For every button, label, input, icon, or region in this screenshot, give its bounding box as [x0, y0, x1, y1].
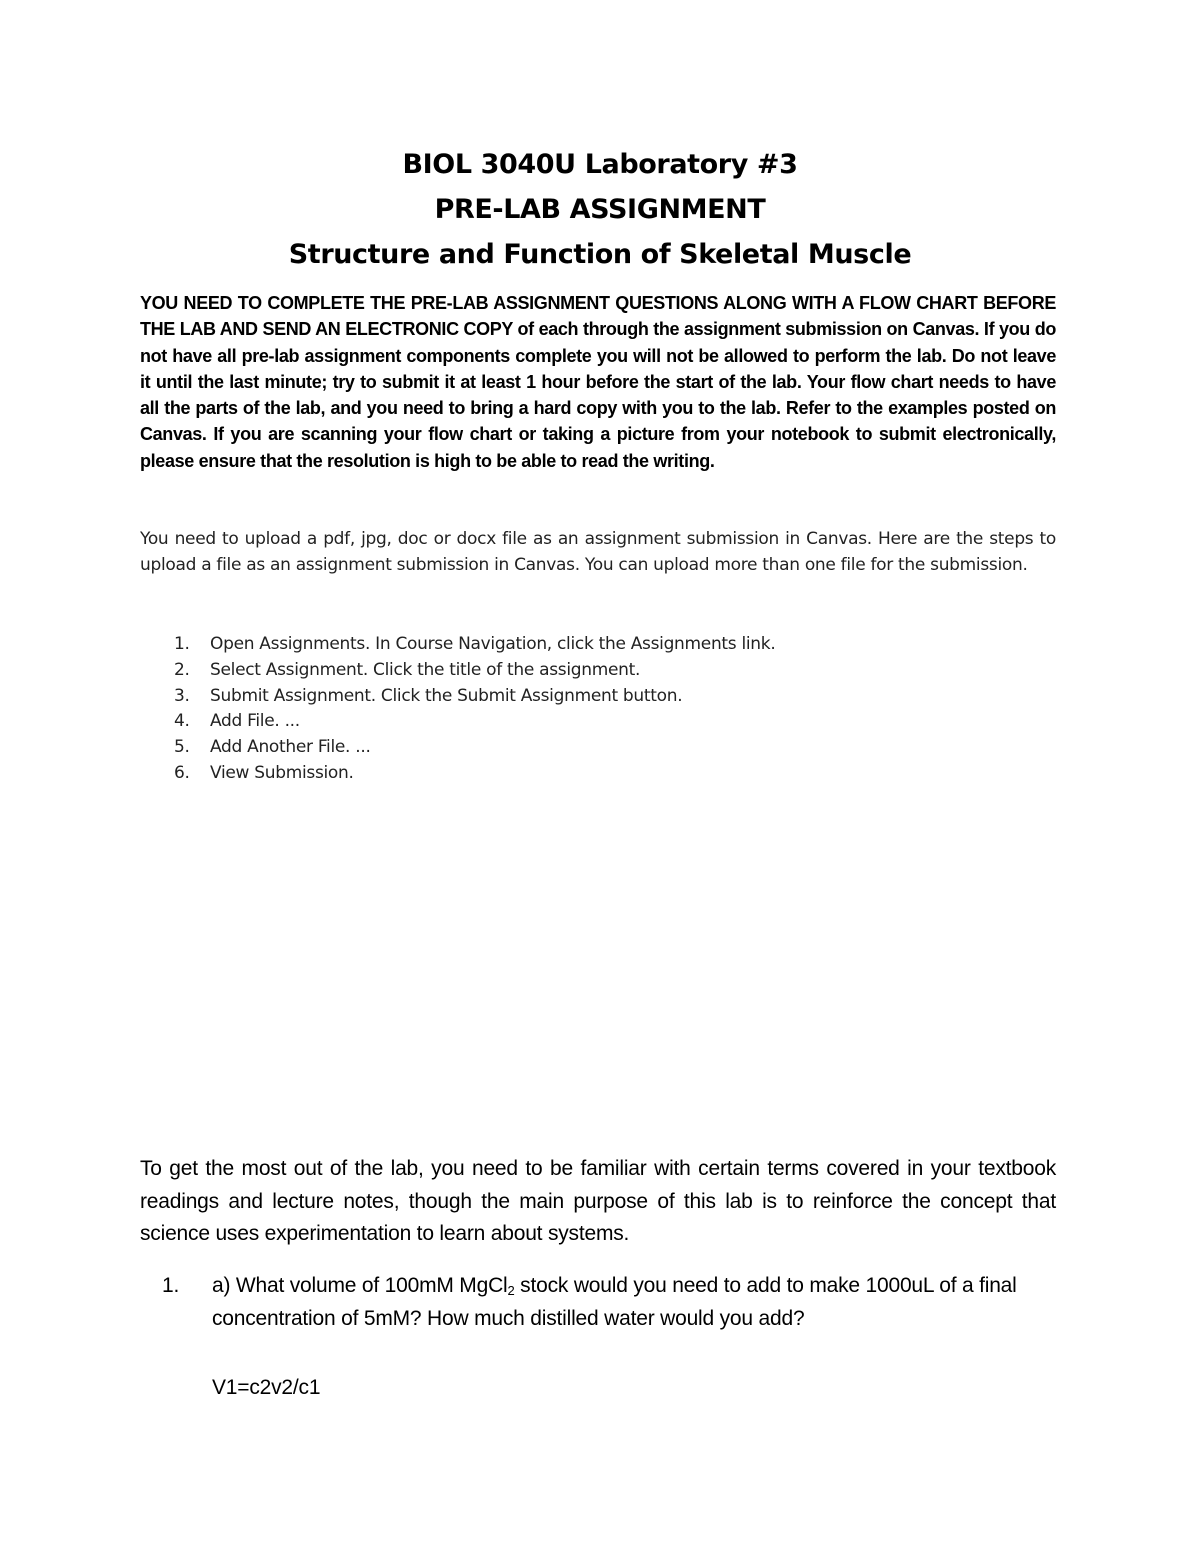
assignment-type: PRE-LAB ASSIGNMENT — [434, 194, 766, 225]
title-block — [140, 142, 1060, 277]
question-text-start: a) What volume of 100mM MgCl — [212, 1274, 508, 1297]
upload-steps-list — [140, 632, 1040, 787]
list-item — [140, 684, 1040, 710]
step-number: 4. — [174, 711, 190, 732]
subscript: 2 — [507, 1283, 515, 1298]
course-title: BIOL 3040U Laboratory #3 — [402, 149, 798, 180]
step-number: 5. — [174, 737, 190, 758]
dilution-formula: V1=c2v2/c1 — [212, 1376, 321, 1399]
page-subtitle: Structure and Function of Skeletal Muscle — [288, 239, 912, 270]
list-item — [140, 632, 1040, 658]
step-text: Add File. ... — [210, 711, 300, 732]
list-item — [140, 735, 1040, 761]
step-number: 1. — [174, 634, 190, 654]
intro-paragraph: To get the most out of the lab, you need to be familiar with certain terms covered in your textbook readings and lecture notes, though the main purpose of this lab is to reinforce the concept that science uses experimentation to learn about systems. — [140, 1157, 1056, 1245]
step-text: Select Assignment. Click the title of the assignment. — [210, 659, 641, 680]
step-number: 3. — [174, 685, 190, 706]
step-text: Submit Assignment. Click the Submit Assignment button. — [210, 685, 683, 706]
question-text — [212, 1270, 1056, 1335]
list-item — [140, 761, 1040, 787]
question-1 — [140, 1270, 1056, 1335]
submission-notice: YOU NEED TO COMPLETE THE PRE-LAB ASSIGNMENT QUESTIONS ALONG WITH A FLOW CHART BEFORE THE LAB AND SEND AN ELECTRONIC COPY of each through the assignment submission on Canvas. If you do not have all pre-lab assignment components complete you will not be allowed to perform the lab. Do not leave it until the last minute; try to submit it at least 1 hour before the start of the lab. Your flow chart needs to have all the parts of the lab, and you need to bring a hard copy with you to the lab. Refer to the examples posted on Canvas. If you are scanning your flow chart or taking a picture from your notebook to submit electronically, please ensure that the resolution is high to be able to read the writing. — [140, 293, 1056, 471]
question-text-end: stock would you need to add to make 1000uL of a final concentration of 5mM? How much distilled water would you add? — [212, 1274, 1017, 1330]
list-item — [140, 658, 1040, 684]
list-item — [140, 709, 1040, 735]
step-text: Add Another File. ... — [210, 737, 371, 758]
step-text: View Submission. — [210, 762, 354, 783]
step-number: 6. — [174, 762, 190, 783]
step-number: 2. — [174, 659, 190, 680]
step-text: Open Assignments. In Course Navigation, click the Assignments link. — [210, 634, 776, 654]
upload-instructions: You need to upload a pdf, jpg, doc or docx file as an assignment submission in Canvas. Here are the steps to upload a file as an assignment submission in Canvas. You can upload more than one file for the submission. — [140, 529, 1056, 576]
question-number: 1. — [162, 1274, 180, 1297]
